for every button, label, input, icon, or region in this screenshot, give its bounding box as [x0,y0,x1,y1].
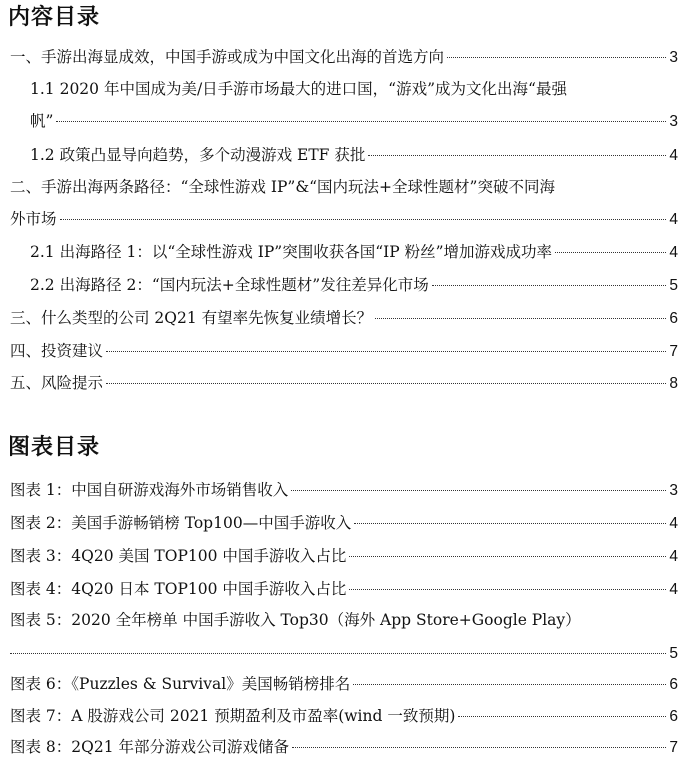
dot-leader [106,383,666,384]
figure-entry[interactable] [10,669,678,700]
toc-entry-page: 4 [669,147,678,164]
dot-leader [353,684,666,685]
figure-entry-text: 图表 1：中国自研游戏海外市场销售收入 [10,481,289,499]
toc-entry-page: 7 [669,343,678,360]
dot-leader [106,351,666,352]
dot-leader [10,653,666,654]
dot-leader [555,252,666,253]
toc-entry[interactable] [10,336,678,367]
toc-heading: 内容目录 [8,4,101,30]
toc-entry-text: 四、投资建议 [10,342,104,360]
toc-entry[interactable] [10,42,678,73]
figure-entry-page: 5 [669,645,678,662]
toc-entry[interactable] [30,270,678,301]
toc-entry-continuation: 帆” [30,112,54,130]
dot-leader [292,747,666,748]
toc-entry-text: 2.2 出海路径 2：“国内玩法+全球性题材”发往差异化市场 [30,276,429,294]
toc-entry-text: 三、什么类型的公司 2Q21 有望率先恢复业绩增长？ [10,309,373,327]
figure-entry[interactable] [10,574,678,605]
figure-entry-text: 图表 7：A 股游戏公司 2021 预期盈利及市盈率(wind 一致预期) [10,707,456,725]
toc-entry[interactable] [30,140,678,171]
toc-entry-page: 4 [669,211,678,228]
toc-entry-text[interactable]: 二、手游出海两条路径：“全球性游戏 IP”&“国内玩法+全球性题材”突破不同海 [10,178,555,196]
toc-entry-continuation: 外市场 [10,210,57,228]
figure-entry-page: 6 [669,708,678,725]
toc-entry-text: 1.2 政策凸显导向趋势，多个动漫游戏 ETF 获批 [30,146,366,164]
figure-entry-text: 图表 2：美国手游畅销榜 Top100—中国手游收入 [10,514,352,532]
dot-leader [375,318,666,319]
dot-leader [432,285,667,286]
toc-entry-text: 2.1 出海路径 1：以“全球性游戏 IP”突围收获各国“IP 粉丝”增加游戏成功率 [30,243,553,261]
toc-entry-text: 一、手游出海显成效，中国手游或成为中国文化出海的首选方向 [10,48,445,66]
figure-entry-text: 图表 3：4Q20 美国 TOP100 中国手游收入占比 [10,547,347,565]
figure-entry[interactable] [10,701,678,732]
figure-entry[interactable] [10,475,678,506]
figure-entry-text: 图表 4：4Q20 日本 TOP100 中国手游收入占比 [10,580,347,598]
figure-entry-page: 4 [669,581,678,598]
toc-entry-page: 4 [669,244,678,261]
figure-entry-page: 7 [669,739,678,756]
toc-entry-page: 6 [669,310,678,327]
dot-leader [291,490,666,491]
figure-entry-page: 4 [669,548,678,565]
dot-leader [349,589,666,590]
figure-entry-text: 图表 6：《Puzzles & Survival》美国畅销榜排名 [10,675,351,693]
dot-leader [354,523,666,524]
dot-leader [60,219,667,220]
figure-entry-text: 图表 8：2Q21 年部分游戏公司游戏储备 [10,738,290,756]
toc-entry-text: 五、风险提示 [10,374,104,392]
dot-leader [368,155,666,156]
dot-leader [458,716,666,717]
dot-leader [447,57,666,58]
toc-entry[interactable] [30,106,678,137]
figure-entry[interactable] [10,732,678,763]
figure-entry-page: 6 [669,676,678,693]
figure-entry[interactable] [10,638,678,669]
figures-heading: 图表目录 [8,434,101,460]
figure-entry-text[interactable]: 图表 5：2020 全年榜单 中国手游收入 Top30（海外 App Store+Google Play） [10,611,581,629]
toc-entry-page: 3 [669,49,678,66]
toc-entry-text[interactable]: 1.1 2020 年中国成为美/日手游市场最大的进口国，“游戏”成为文化出海“最强 [30,80,567,98]
toc-entry-page: 3 [669,113,678,130]
toc-entry-page: 5 [669,277,678,294]
toc-entry[interactable] [30,237,678,268]
figure-entry-page: 3 [669,482,678,499]
toc-entry[interactable] [10,204,678,235]
toc-entry[interactable] [10,303,678,334]
dot-leader [56,121,666,122]
figure-entry[interactable] [10,541,678,572]
toc-entry[interactable] [10,368,678,399]
toc-entry-page: 8 [669,375,678,392]
figure-entry[interactable] [10,508,678,539]
dot-leader [349,556,666,557]
figure-entry-page: 4 [669,515,678,532]
